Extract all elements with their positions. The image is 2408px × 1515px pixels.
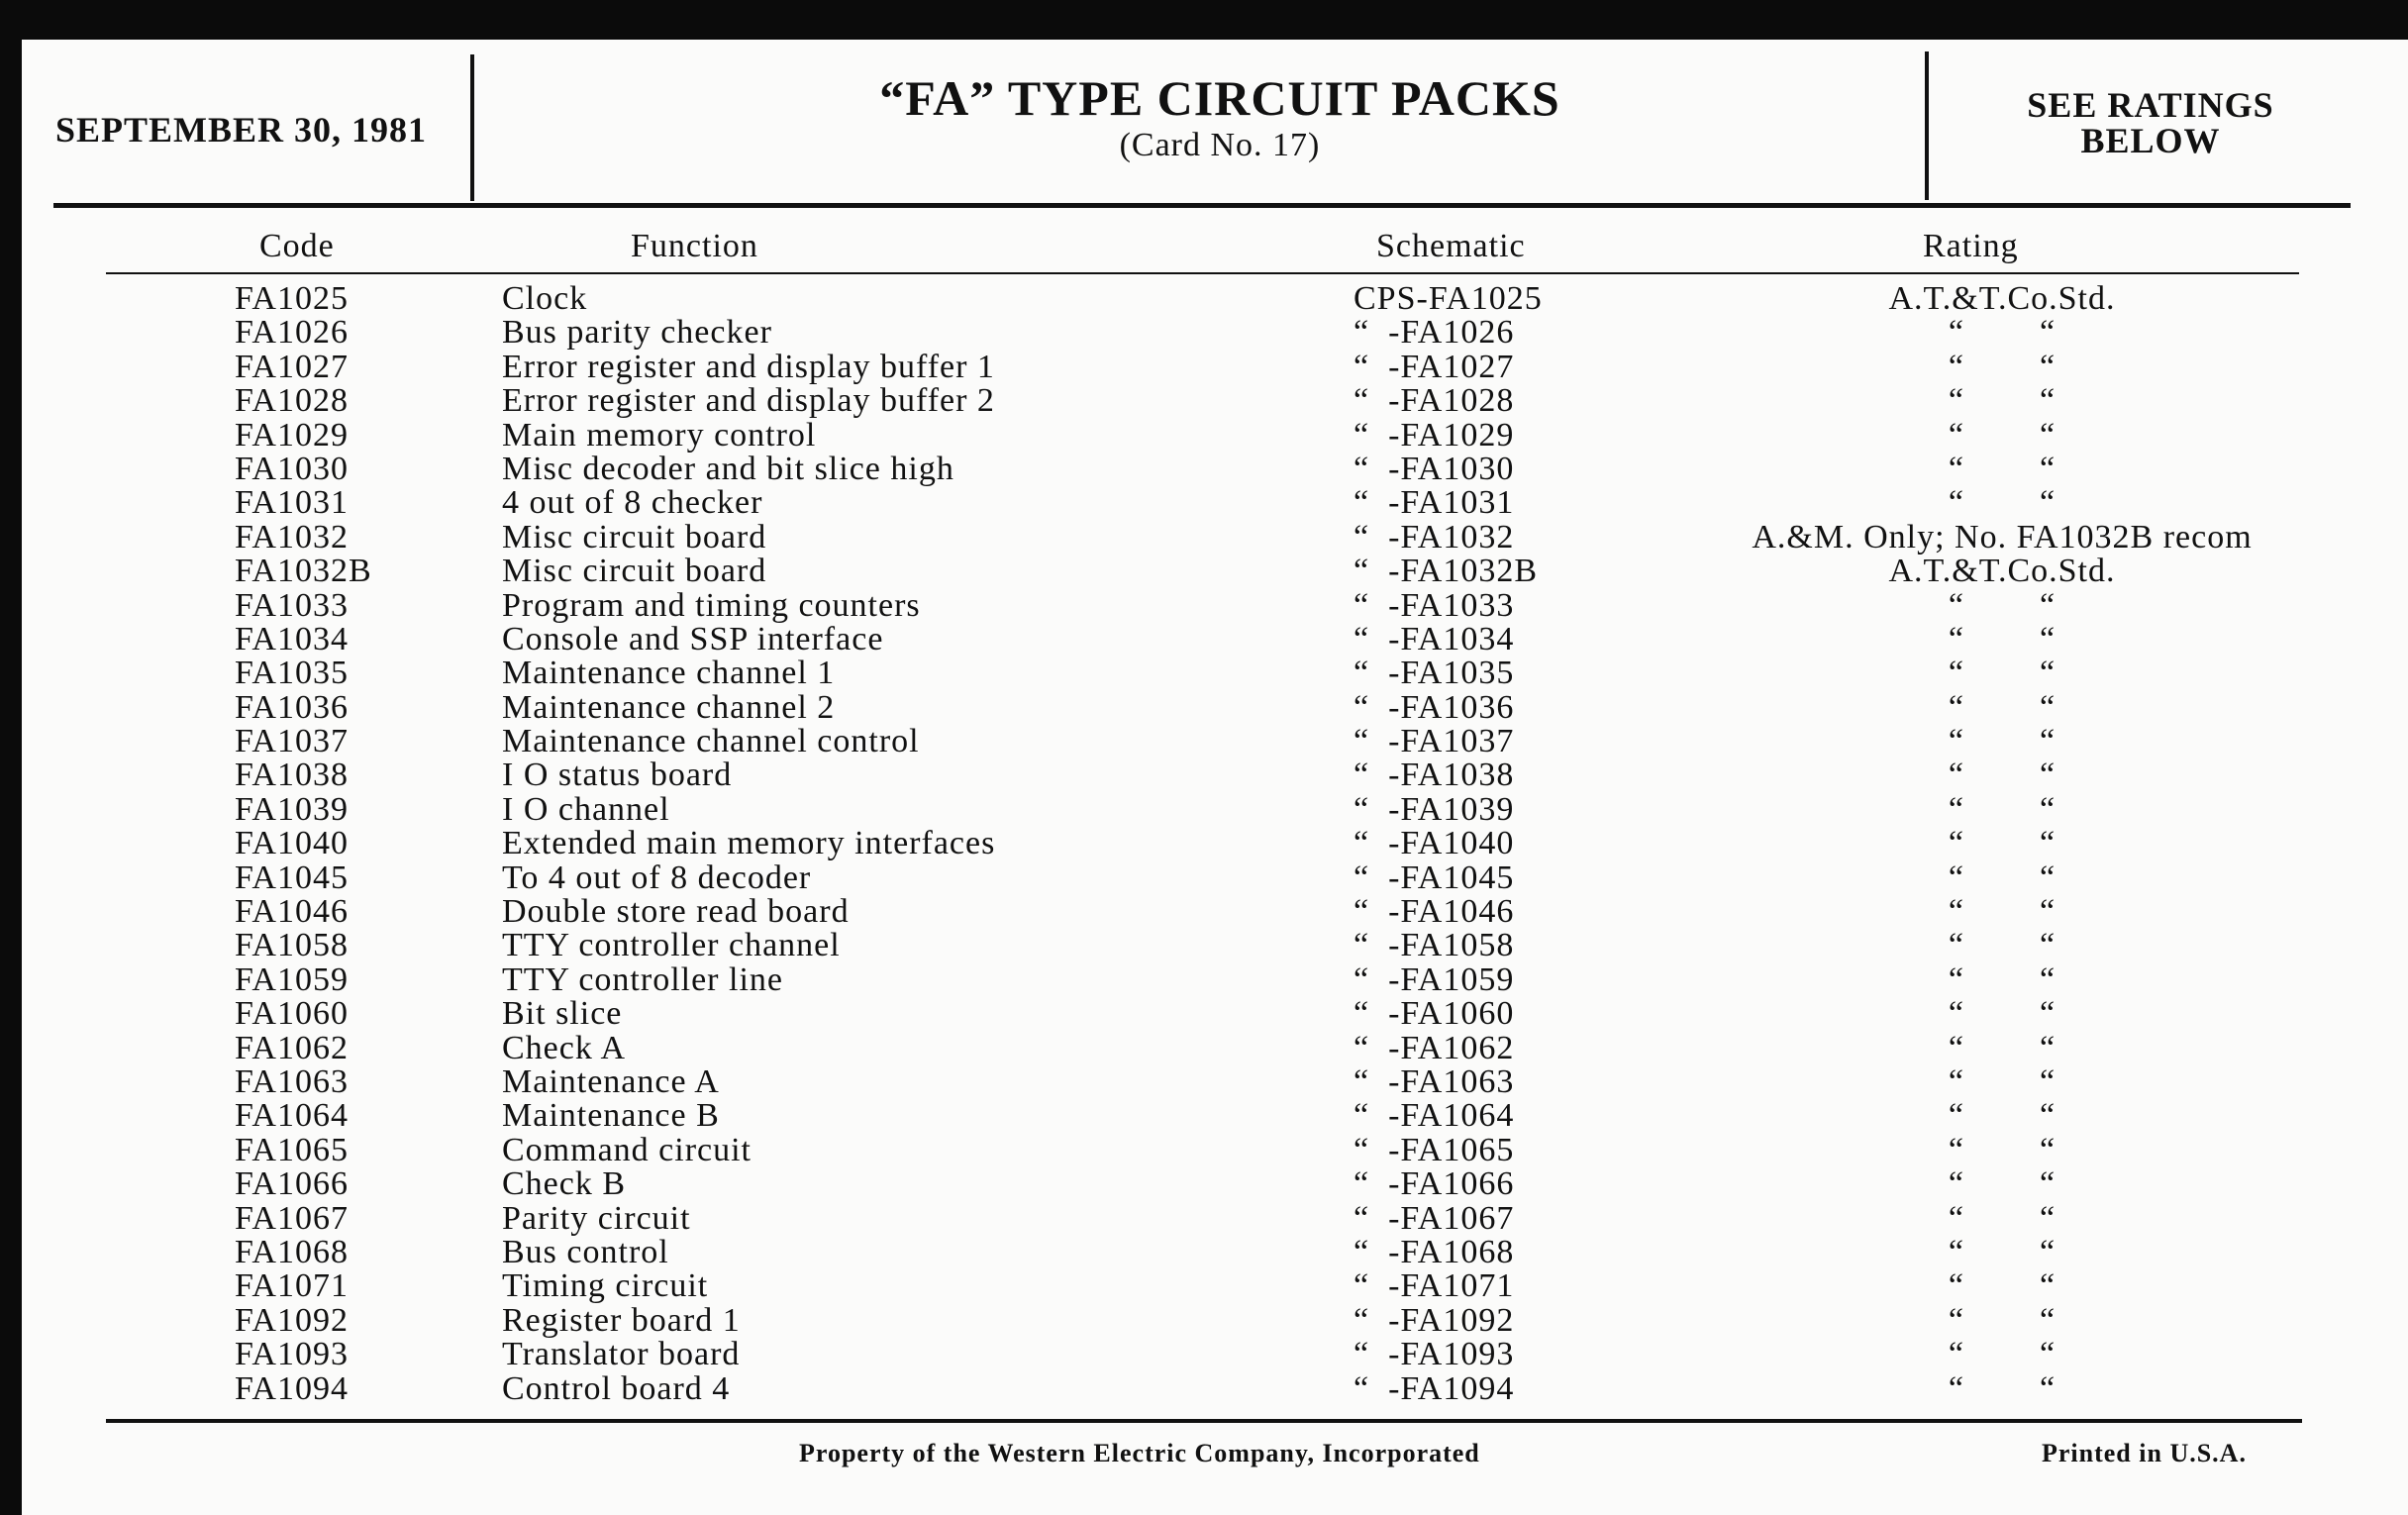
function-cell: To 4 out of 8 decoder xyxy=(502,858,812,896)
rating-cell: “ “ xyxy=(1948,620,2057,657)
function-cell: Bus control xyxy=(502,1233,669,1270)
schematic-cell: “ -FA1046 xyxy=(1354,893,1515,931)
function-cell: Register board 1 xyxy=(502,1301,741,1339)
function-cell: Clock xyxy=(502,280,588,317)
column-header-rule xyxy=(106,272,2299,274)
code-cell: FA1039 xyxy=(235,790,349,828)
rating-cell: “ “ xyxy=(1948,450,2057,487)
table-row xyxy=(22,1029,2408,1066)
table-row xyxy=(22,1233,2408,1270)
function-cell: Maintenance B xyxy=(502,1097,720,1135)
code-cell: FA1063 xyxy=(235,1062,349,1100)
rating-cell: “ “ xyxy=(1948,1336,2057,1373)
schematic-cell: “ -FA1029 xyxy=(1354,416,1515,454)
table-row xyxy=(22,758,2408,792)
rating-cell: “ “ xyxy=(1948,893,2057,931)
code-cell: FA1033 xyxy=(235,586,349,624)
code-cell: FA1066 xyxy=(235,1165,349,1203)
schematic-cell: “ -FA1026 xyxy=(1354,314,1515,352)
code-cell: FA1025 xyxy=(235,280,349,317)
function-cell: Main memory control xyxy=(502,416,817,454)
code-cell: FA1028 xyxy=(235,382,349,420)
schematic-cell: “ -FA1092 xyxy=(1354,1301,1515,1339)
column-header-schematic: Schematic xyxy=(1376,228,1526,264)
code-cell: FA1092 xyxy=(235,1301,349,1339)
table-row xyxy=(22,960,2408,998)
table-row xyxy=(22,450,2408,487)
code-cell: FA1059 xyxy=(235,960,349,998)
code-cell: FA1035 xyxy=(235,655,349,692)
schematic-cell: “ -FA1030 xyxy=(1354,450,1515,487)
code-cell: FA1026 xyxy=(235,314,349,352)
schematic-cell: “ -FA1058 xyxy=(1354,927,1515,964)
schematic-cell: “ -FA1062 xyxy=(1354,1029,1515,1066)
schematic-cell: “ -FA1031 xyxy=(1354,484,1515,522)
schematic-cell: “ -FA1037 xyxy=(1354,723,1515,760)
function-cell: TTY controller channel xyxy=(502,927,841,964)
function-cell: Bit slice xyxy=(502,995,623,1033)
rating-cell: A.&M. Only; No. FA1032B recom xyxy=(1752,518,2253,556)
schematic-cell: “ -FA1033 xyxy=(1354,586,1515,624)
rating-cell: A.T.&T.Co.Std. xyxy=(1888,553,2116,590)
table-row xyxy=(22,895,2408,929)
circuit-pack-card xyxy=(22,40,2408,1515)
function-cell: Console and SSP interface xyxy=(502,620,884,657)
code-cell: FA1060 xyxy=(235,995,349,1033)
footer-property: Property of the Western Electric Company, Incorporated xyxy=(799,1439,1480,1467)
function-cell: Misc decoder and bit slice high xyxy=(502,450,954,487)
schematic-cell: “ -FA1064 xyxy=(1354,1097,1515,1135)
rating-cell: “ “ xyxy=(1948,1301,2057,1339)
function-cell: Control board 4 xyxy=(502,1369,731,1407)
code-cell: FA1064 xyxy=(235,1097,349,1135)
table-row xyxy=(22,997,2408,1031)
table-row xyxy=(22,620,2408,657)
schematic-cell: “ -FA1040 xyxy=(1354,825,1515,862)
table-row xyxy=(22,790,2408,828)
rating-cell: “ “ xyxy=(1948,314,2057,352)
table-row xyxy=(22,1301,2408,1339)
rating-cell: “ “ xyxy=(1948,416,2057,454)
schematic-cell: “ -FA1038 xyxy=(1354,757,1515,794)
table-row xyxy=(22,1369,2408,1407)
rating-cell: “ “ xyxy=(1948,484,2057,522)
rating-cell: “ “ xyxy=(1948,723,2057,760)
table-row xyxy=(22,416,2408,454)
rating-cell: “ “ xyxy=(1948,1199,2057,1237)
function-cell: Command circuit xyxy=(502,1131,752,1168)
schematic-cell: “ -FA1036 xyxy=(1354,688,1515,726)
schematic-cell: “ -FA1032 xyxy=(1354,518,1515,556)
schematic-cell: “ -FA1060 xyxy=(1354,995,1515,1033)
header-divider-left xyxy=(470,54,474,201)
rating-cell: “ “ xyxy=(1948,825,2057,862)
code-cell: FA1027 xyxy=(235,348,349,385)
function-cell: TTY controller line xyxy=(502,960,783,998)
table-row xyxy=(22,1167,2408,1201)
function-cell: Maintenance channel control xyxy=(502,723,920,760)
page-title: “FA” TYPE CIRCUIT PACKS xyxy=(879,70,1560,126)
rating-cell: “ “ xyxy=(1948,655,2057,692)
code-cell: FA1038 xyxy=(235,757,349,794)
footer-printed: Printed in U.S.A. xyxy=(2042,1439,2247,1467)
code-cell: FA1045 xyxy=(235,858,349,896)
code-cell: FA1031 xyxy=(235,484,349,522)
function-cell: Error register and display buffer 2 xyxy=(502,382,995,420)
column-header-rating: Rating xyxy=(1923,228,2019,264)
schematic-cell: “ -FA1067 xyxy=(1354,1199,1515,1237)
schematic-cell: “ -FA1032B xyxy=(1354,553,1539,590)
rating-cell: “ “ xyxy=(1948,348,2057,385)
rating-cell: “ “ xyxy=(1948,1131,2057,1168)
table-row xyxy=(22,348,2408,385)
code-cell: FA1034 xyxy=(235,620,349,657)
code-cell: FA1094 xyxy=(235,1369,349,1407)
rating-cell: “ “ xyxy=(1948,1062,2057,1100)
rating-cell: “ “ xyxy=(1948,1267,2057,1305)
schematic-cell: “ -FA1063 xyxy=(1354,1062,1515,1100)
table-row xyxy=(22,827,2408,860)
function-cell: Program and timing counters xyxy=(502,586,921,624)
code-cell: FA1030 xyxy=(235,450,349,487)
schematic-cell: “ -FA1027 xyxy=(1354,348,1515,385)
schematic-cell: “ -FA1068 xyxy=(1354,1233,1515,1270)
table-row xyxy=(22,586,2408,624)
table-row xyxy=(22,1199,2408,1237)
code-cell: FA1058 xyxy=(235,927,349,964)
schematic-cell: “ -FA1028 xyxy=(1354,382,1515,420)
table-row xyxy=(22,384,2408,418)
rating-cell: “ “ xyxy=(1948,382,2057,420)
code-cell: FA1036 xyxy=(235,688,349,726)
code-cell: FA1068 xyxy=(235,1233,349,1270)
table-row xyxy=(22,688,2408,726)
schematic-cell: “ -FA1035 xyxy=(1354,655,1515,692)
table-row xyxy=(22,858,2408,896)
function-cell: Maintenance channel 1 xyxy=(502,655,836,692)
function-cell: Misc circuit board xyxy=(502,518,767,556)
function-cell: Timing circuit xyxy=(502,1267,709,1305)
function-cell: Check B xyxy=(502,1165,627,1203)
code-cell: FA1032B xyxy=(235,553,372,590)
rating-cell: “ “ xyxy=(1948,757,2057,794)
function-cell: Maintenance A xyxy=(502,1062,720,1100)
table-row xyxy=(22,1338,2408,1371)
table-row xyxy=(22,486,2408,520)
code-cell: FA1062 xyxy=(235,1029,349,1066)
function-cell: Extended main memory interfaces xyxy=(502,825,996,862)
schematic-cell: “ -FA1094 xyxy=(1354,1369,1515,1407)
header-rule xyxy=(53,203,2351,208)
table-row xyxy=(22,1131,2408,1168)
table-row xyxy=(22,518,2408,556)
column-header-code: Code xyxy=(259,228,335,264)
schematic-cell: “ -FA1045 xyxy=(1354,858,1515,896)
function-cell: Error register and display buffer 1 xyxy=(502,348,995,385)
table-row xyxy=(22,656,2408,690)
code-cell: FA1046 xyxy=(235,893,349,931)
function-cell: Misc circuit board xyxy=(502,553,767,590)
rating-cell: “ “ xyxy=(1948,995,2057,1033)
ratings-note xyxy=(1953,87,2349,158)
function-cell: I O status board xyxy=(502,757,733,794)
rating-cell: “ “ xyxy=(1948,960,2057,998)
table-row xyxy=(22,555,2408,588)
code-cell: FA1065 xyxy=(235,1131,349,1168)
function-cell: Translator board xyxy=(502,1336,741,1373)
ratings-note-line1: SEE RATINGS xyxy=(2027,85,2274,125)
table-row xyxy=(22,725,2408,758)
table-row xyxy=(22,1062,2408,1100)
code-cell: FA1040 xyxy=(235,825,349,862)
table-row xyxy=(22,1099,2408,1133)
rating-cell: “ “ xyxy=(1948,1165,2057,1203)
function-cell: 4 out of 8 checker xyxy=(502,484,763,522)
schematic-cell: CPS-FA1025 xyxy=(1354,280,1543,317)
function-cell: Double store read board xyxy=(502,893,850,931)
rating-cell: A.T.&T.Co.Std. xyxy=(1888,280,2116,317)
rating-cell: “ “ xyxy=(1948,688,2057,726)
function-cell: I O channel xyxy=(502,790,670,828)
schematic-cell: “ -FA1034 xyxy=(1354,620,1515,657)
table-row xyxy=(22,282,2408,316)
code-cell: FA1071 xyxy=(235,1267,349,1305)
schematic-cell: “ -FA1059 xyxy=(1354,960,1515,998)
rating-cell: “ “ xyxy=(1948,1097,2057,1135)
rating-cell: “ “ xyxy=(1948,1029,2057,1066)
schematic-cell: “ -FA1039 xyxy=(1354,790,1515,828)
rating-cell: “ “ xyxy=(1948,1233,2057,1270)
table-row xyxy=(22,929,2408,962)
rating-cell: “ “ xyxy=(1948,1369,2057,1407)
function-cell: Parity circuit xyxy=(502,1199,691,1237)
code-cell: FA1032 xyxy=(235,518,349,556)
schematic-cell: “ -FA1071 xyxy=(1354,1267,1515,1305)
rating-cell: “ “ xyxy=(1948,927,2057,964)
column-header-function: Function xyxy=(631,228,758,264)
rating-cell: “ “ xyxy=(1948,586,2057,624)
rating-cell: “ “ xyxy=(1948,858,2057,896)
table-row xyxy=(22,1269,2408,1303)
code-cell: FA1067 xyxy=(235,1199,349,1237)
card-number: (Card No. 17) xyxy=(1119,127,1321,163)
function-cell: Maintenance channel 2 xyxy=(502,688,836,726)
ratings-note-line2: BELOW xyxy=(2080,121,2221,160)
table-row xyxy=(22,316,2408,350)
card-date: SEPTEMBER 30, 1981 xyxy=(55,110,428,150)
footer-rule xyxy=(106,1419,2302,1423)
circuit-pack-table xyxy=(22,282,2408,1406)
code-cell: FA1029 xyxy=(235,416,349,454)
rating-cell: “ “ xyxy=(1948,790,2057,828)
function-cell: Check A xyxy=(502,1029,627,1066)
code-cell: FA1093 xyxy=(235,1336,349,1373)
code-cell: FA1037 xyxy=(235,723,349,760)
schematic-cell: “ -FA1093 xyxy=(1354,1336,1515,1373)
function-cell: Bus parity checker xyxy=(502,314,772,352)
schematic-cell: “ -FA1066 xyxy=(1354,1165,1515,1203)
schematic-cell: “ -FA1065 xyxy=(1354,1131,1515,1168)
header-divider-right xyxy=(1925,51,1929,200)
